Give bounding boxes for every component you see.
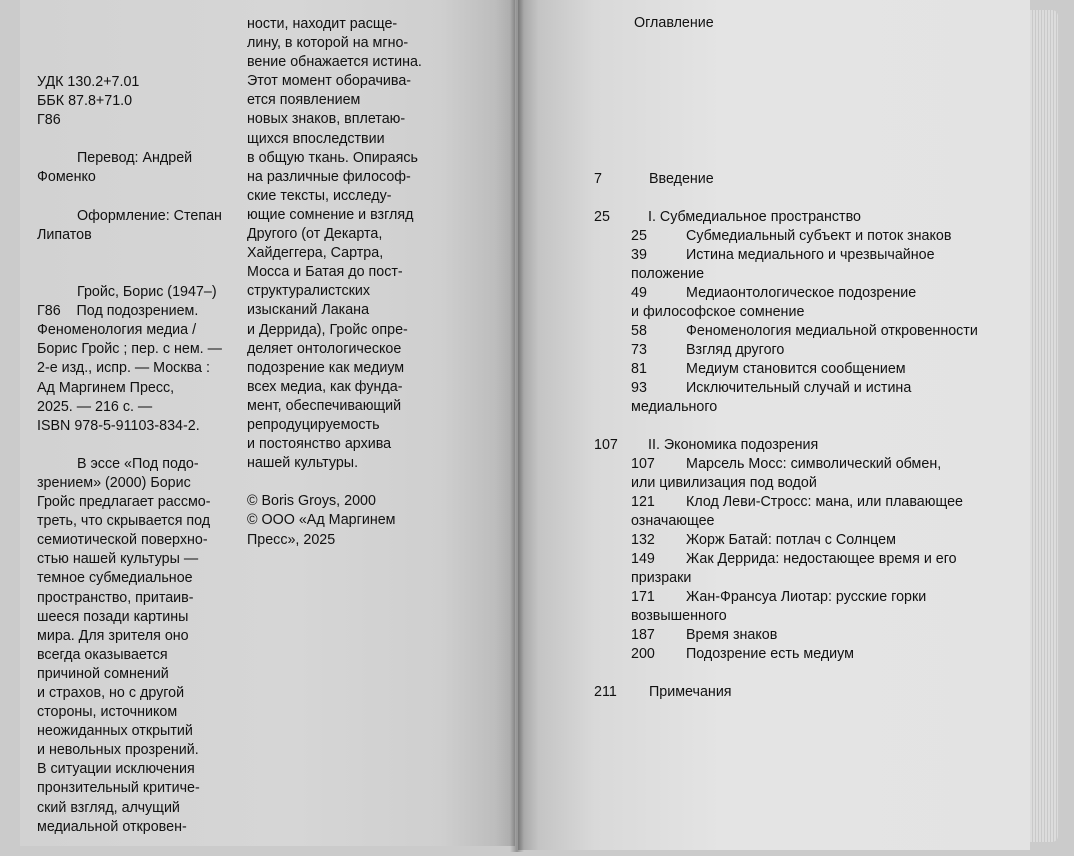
toc-chapter-title: Субмедиальный субъект и поток знаков xyxy=(686,228,952,244)
toc-chapter-title: Жорж Батай: потлач с Солнцем xyxy=(686,532,896,548)
toc-page-number: 7 xyxy=(594,171,602,187)
annotation-line: Гройс предлагает рассмо- xyxy=(37,494,211,511)
annotation-line: и постоянство архива xyxy=(247,436,392,453)
toc-page-number: 93 xyxy=(631,380,647,396)
toc-part-2 xyxy=(594,436,1014,455)
toc-chapter-title: Время знаков xyxy=(686,627,778,643)
annotation-line: Этот момент оборачива- xyxy=(247,73,412,90)
annotation-line: и невольных прозрений. xyxy=(37,742,199,759)
annotation-line: В ситуации исключения xyxy=(37,761,195,778)
toc-chapter-continuation xyxy=(594,303,1014,322)
toc-chapter xyxy=(594,341,1014,360)
annotation-line: всех медиа, как фунда- xyxy=(247,378,403,395)
annotation-line: ские тексты, исследу- xyxy=(247,187,392,204)
annotation-line: Другого (от Декарта, xyxy=(247,226,383,243)
annotation-line: темное субмедиальное xyxy=(37,570,193,587)
toc-chapter xyxy=(594,550,1014,569)
annotation-line: и страхов, но с другой xyxy=(37,685,185,701)
toc-page-number: 58 xyxy=(631,323,647,339)
annotation-line: на различные философ- xyxy=(247,168,411,185)
toc-chapter-title-cont: означающее xyxy=(631,513,715,529)
annotation-line: Хайдеггера, Сартра, xyxy=(247,245,384,262)
annotation-line: зрением» (2000) Борис xyxy=(37,474,191,491)
annotation-line: ющие сомнение и взгляд xyxy=(247,206,414,223)
annotation-line: ский взгляд, алчущий xyxy=(37,799,180,816)
catalog-subtitle: Феноменология медиа / xyxy=(37,322,197,339)
annotation-line: треть, что скрывается под xyxy=(37,513,211,530)
book-gutter xyxy=(510,0,524,852)
toc-chapter xyxy=(594,455,1014,474)
annotation-line: пространство, притаив- xyxy=(37,589,194,606)
annotation-line: подозрение как медиум xyxy=(247,359,405,376)
copyright-author: © Boris Groys, 2000 xyxy=(247,493,376,510)
annotation-line: стороны, источником xyxy=(37,704,178,721)
annotation-line: мент, обеспечивающий xyxy=(247,397,402,414)
toc-page-number: 25 xyxy=(594,209,610,225)
toc-chapter-continuation xyxy=(594,398,1014,417)
toc-chapter-title-cont: возвышенного xyxy=(631,608,727,624)
toc-chapter-title: Взгляд другого xyxy=(686,342,785,358)
toc-page-number: 39 xyxy=(631,247,647,263)
toc-chapter-title-cont: или цивилизация под водой xyxy=(631,475,817,491)
toc-chapter xyxy=(594,493,1014,512)
toc-chapter-title-cont: медиального xyxy=(631,399,718,415)
colophon-column xyxy=(37,73,237,837)
toc-part-2-chapters xyxy=(594,455,1014,664)
annotation-line: В эссе «Под подо- xyxy=(77,455,199,472)
annotation-line: стью нашей культуры — xyxy=(37,551,199,568)
toc-page-number: 107 xyxy=(631,456,655,472)
toc-page-number: 132 xyxy=(631,532,655,548)
annotation-line: причиной сомнений xyxy=(37,665,169,682)
annotation-line: репродуцируемость xyxy=(247,416,380,433)
toc-page-number: 81 xyxy=(631,361,647,377)
annotation-line: всегда оказывается xyxy=(37,646,168,663)
toc-page-number: 149 xyxy=(631,551,655,567)
designer-line: Оформление: Степан xyxy=(77,207,222,224)
copyright-publisher: © ООО «Ад Маргинем xyxy=(247,512,396,529)
annotation-line: ется появлением xyxy=(247,92,361,109)
toc-page-number: 200 xyxy=(631,646,655,662)
annotation-line: изысканий Лакана xyxy=(247,302,370,319)
catalog-title: Г86 Под подозрением. xyxy=(37,303,199,320)
translator-line: Перевод: Андрей xyxy=(77,150,193,167)
toc-chapter-title-cont: и философское сомнение xyxy=(631,304,805,320)
toc-chapter xyxy=(594,645,1014,664)
toc-part-1 xyxy=(594,208,1014,227)
toc-page-number: 73 xyxy=(631,342,647,358)
catalog-isbn: ISBN 978-5-91103-834-2. xyxy=(37,417,200,434)
annotation-line: в общую ткань. Опираясь xyxy=(247,149,418,166)
toc-chapter xyxy=(594,284,1014,303)
annotation-line: и Деррида), Гройс опре- xyxy=(247,321,408,338)
toc-chapter-title: Клод Леви-Стросс: мана, или плавающее xyxy=(686,494,963,510)
toc-chapter xyxy=(594,626,1014,645)
annotation-line: вение обнажается истина. xyxy=(247,54,422,71)
annotation-line: неожиданных открытий xyxy=(37,723,193,740)
toc-chapter xyxy=(594,588,1014,607)
annotation-line: новых знаков, вплетаю- xyxy=(247,111,406,128)
annotation-line: лину, в которой на мгно- xyxy=(247,35,409,52)
annotation-line: структуралистских xyxy=(247,283,371,300)
toc-heading: Оглавление xyxy=(634,15,714,31)
toc-part-title: I. Субмедиальное пространство xyxy=(648,209,861,225)
toc-chapter-title: Подозрение есть медиум xyxy=(686,646,854,662)
toc-chapter xyxy=(594,360,1014,379)
copyright-year: Пресс», 2025 xyxy=(247,531,336,548)
annotation-line: щихся впоследствии xyxy=(247,130,385,147)
toc-part-1-chapters xyxy=(594,227,1014,417)
translator-name: Фоменко xyxy=(37,169,96,186)
toc-page-number: 171 xyxy=(631,589,655,605)
annotation-line: нашей культуры. xyxy=(247,455,359,472)
toc-part-title: II. Экономика подозрения xyxy=(648,437,819,453)
toc-page-number: 107 xyxy=(594,437,618,453)
toc-entry-title: Примечания xyxy=(649,684,732,700)
toc-chapter-title: Медиаонтологическое подозрение xyxy=(686,285,917,301)
toc-entry-title: Введение xyxy=(649,171,714,187)
catalog-author: Гройс, Борис (1947–) xyxy=(77,284,217,301)
bbk-code: ББК 87.8+71.0 xyxy=(37,93,133,110)
annotation-line: семиотической поверхно- xyxy=(37,532,208,549)
toc-chapter-title: Жан-Франсуа Лиотар: русские горки xyxy=(686,589,927,605)
toc-chapter xyxy=(594,531,1014,550)
annotation-part-1 xyxy=(37,455,237,837)
toc-chapter xyxy=(594,322,1014,341)
annotation-line: Мосса и Батая до пост- xyxy=(247,264,403,281)
annotation-line: медиальной откровен- xyxy=(37,818,187,835)
annotation-line: пронзительный критиче- xyxy=(37,780,200,797)
catalog-translator: Борис Гройс ; пер. с нем. — xyxy=(37,341,222,358)
toc-entry-intro xyxy=(594,170,1014,189)
catalog-pages: 2025. — 216 с. — xyxy=(37,398,153,415)
toc-page-number: 121 xyxy=(631,494,655,510)
toc-chapter-title-cont: положение xyxy=(631,266,705,282)
toc-chapter-title: Марсель Мосс: символический обмен, xyxy=(686,456,942,472)
designer-name: Липатов xyxy=(37,226,92,243)
toc-chapter xyxy=(594,379,1014,398)
toc-chapter-title: Феноменология медиальной откровенности xyxy=(686,323,978,339)
annotation-line: мира. Для зрителя оно xyxy=(37,627,189,644)
toc-chapter-title: Истина медиального и чрезвычайное xyxy=(686,247,935,263)
toc-chapter xyxy=(594,246,1014,265)
author-mark: Г86 xyxy=(37,112,61,129)
toc-chapter-title: Медиум становится сообщением xyxy=(686,361,906,377)
toc-chapter-continuation xyxy=(594,265,1014,284)
toc-chapter-title: Жак Деррида: недостающее время и его xyxy=(686,551,957,567)
toc-chapter-continuation xyxy=(594,569,1014,588)
annotation-column xyxy=(247,15,462,550)
toc-entry-notes xyxy=(594,683,1014,702)
toc-chapter-continuation xyxy=(594,607,1014,626)
annotation-part-2 xyxy=(247,15,462,473)
toc-page-number: 25 xyxy=(631,228,647,244)
toc-page-number: 49 xyxy=(631,285,647,301)
udk-code: УДК 130.2+7.01 xyxy=(37,74,140,90)
table-of-contents xyxy=(594,170,1014,702)
toc-page-number: 187 xyxy=(631,627,655,643)
catalog-publisher: Ад Маргинем Пресс, xyxy=(37,379,175,396)
toc-chapter-continuation xyxy=(594,474,1014,493)
toc-page-number: 211 xyxy=(594,684,617,700)
toc-chapter-continuation xyxy=(594,512,1014,531)
catalog-edition: 2-е изд., испр. — Москва : xyxy=(37,360,210,377)
toc-chapter-title: Исключительный случай и истина xyxy=(686,380,912,396)
annotation-line: ности, находит расще- xyxy=(247,16,398,32)
toc-chapter-title-cont: призраки xyxy=(631,570,692,586)
annotation-line: шееся позади картины xyxy=(37,608,189,625)
annotation-line: деляет онтологическое xyxy=(247,340,402,357)
toc-chapter xyxy=(594,227,1014,246)
